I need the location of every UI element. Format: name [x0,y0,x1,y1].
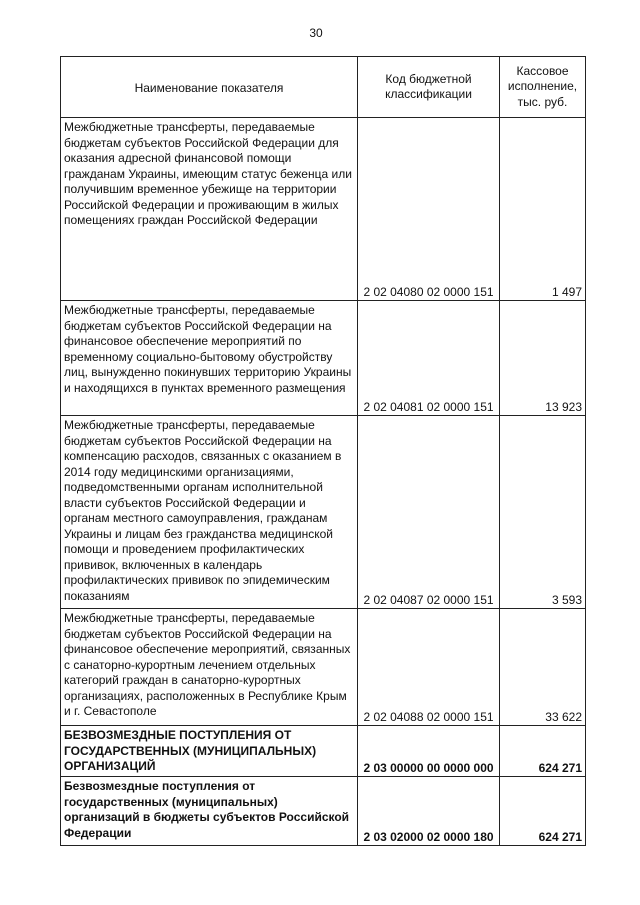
row-code: 2 02 04080 02 0000 151 [358,118,500,301]
header-code: Код бюджетной классификации [358,57,500,118]
row-code: 2 03 02000 02 0000 180 [358,777,500,846]
row-amount: 3 593 [500,416,586,609]
table-row [61,118,586,301]
budget-table [60,56,586,846]
row-code: 2 02 04087 02 0000 151 [358,416,500,609]
row-amount: 624 271 [500,777,586,846]
row-amount: 624 271 [500,726,586,777]
table-row-total [61,726,586,777]
row-amount: 13 923 [500,301,586,416]
header-name: Наименование показателя [61,57,358,118]
row-code: 2 02 04081 02 0000 151 [358,301,500,416]
row-code: 2 03 00000 00 0000 000 [358,726,500,777]
row-name: Межбюджетные трансферты, передаваемые бюджетам субъектов Российской Федерации на финансовое обеспечение мероприятий по временному социально-бытовому обустройству лиц, вынужденно покинувших территорию Украины и находящихся в пунктах временного размещения [61,301,358,416]
row-name: Межбюджетные трансферты, передаваемые бюджетам субъектов Российской Федерации для оказания адресной финансовой помощи гражданам Украины, имеющим статус беженца или получившим временное убежище на территории Российской Федерации и проживающим в жилых помещениях граждан Российской Федерации [61,118,358,301]
table-row-subtotal [61,777,586,846]
row-name: БЕЗВОЗМЕЗДНЫЕ ПОСТУПЛЕНИЯ ОТ ГОСУДАРСТВЕННЫХ (МУНИЦИПАЛЬНЫХ) ОРГАНИЗАЦИЙ [61,726,358,777]
header-amount: Кассовое исполнение, тыс. руб. [500,57,586,118]
row-amount: 1 497 [500,118,586,301]
table-row [61,609,586,726]
row-name: Безвозмездные поступления от государственных (муниципальных) организаций в бюджеты субъектов Российской Федерации [61,777,358,846]
page-number: 30 [309,26,323,40]
row-name: Межбюджетные трансферты, передаваемые бюджетам субъектов Российской Федерации на финансовое обеспечение мероприятий, связанных с санаторно-курортным лечением отдельных категорий граждан в санаторно-курортных организациях, расположенных в Республике Крым и г. Севастополе [61,609,358,726]
row-name: Межбюджетные трансферты, передаваемые бюджетам субъектов Российской Федерации на компенсацию расходов, связанных с оказанием в 2014 году медицинскими организациями, подведомственными органам исполнительной власти субъектов Российской Федерации и органам местного самоуправления, гражданам Украины и лицам без гражданства медицинской помощи и проведением профилактических прививок, включенных в календарь профилактических прививок по эпидемическим показаниям [61,416,358,609]
row-code: 2 02 04088 02 0000 151 [358,609,500,726]
table-row [61,416,586,609]
table-header-row [61,57,586,118]
table-row [61,301,586,416]
row-amount: 33 622 [500,609,586,726]
